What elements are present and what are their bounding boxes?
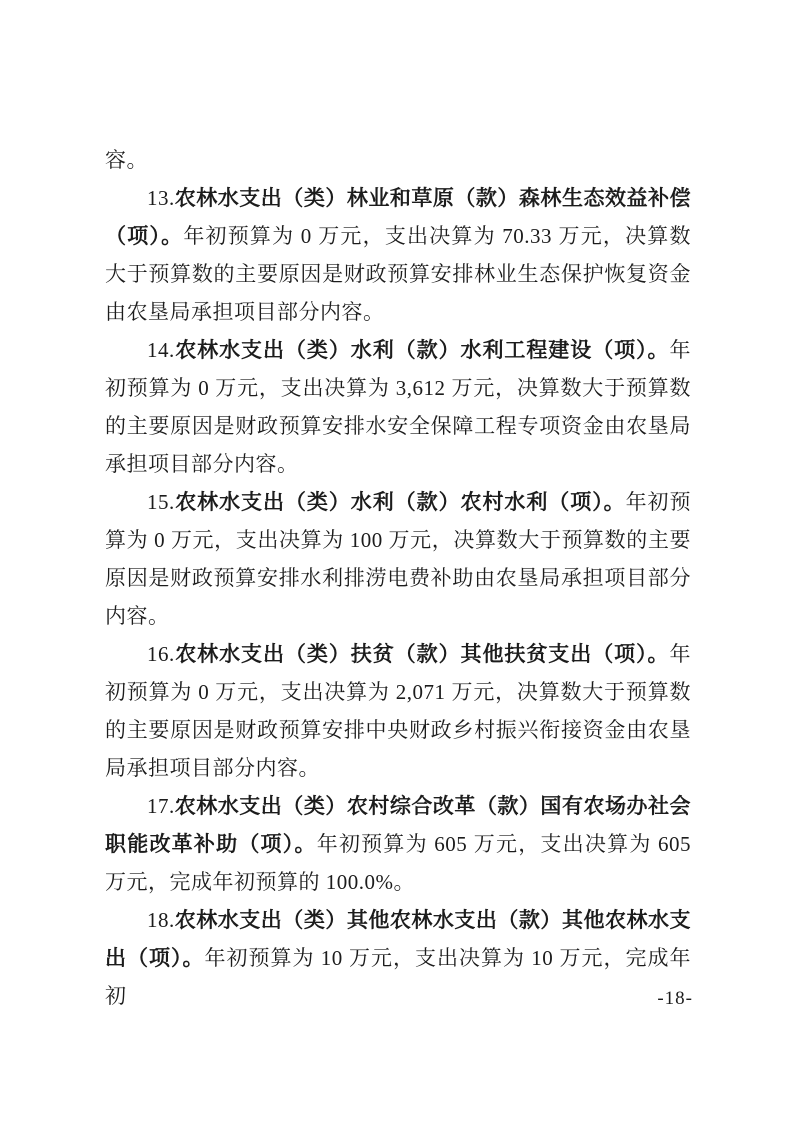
item-number: 17. — [147, 794, 175, 818]
item-title: 农林水支出（类）水利（款）农村水利（项）。 — [174, 490, 626, 514]
item-number: 14. — [147, 338, 175, 362]
item-body: 年初预算为 0 万元，支出决算为 2,071 万元，决算数大于预算数的主要原因是财政预算安排中央财政乡村振兴衔接资金由农垦局承担项目部分内容。 — [105, 642, 691, 780]
item-title: 农林水支出（类）林业和草原（款）森林生态效益补偿（项）。 — [105, 186, 691, 248]
budget-item-paragraph — [105, 787, 691, 901]
item-number: 13. — [147, 186, 175, 210]
item-title: 农林水支出（类）其他农林水支出（款）其他农林水支出（项）。 — [105, 908, 691, 970]
item-title: 农林水支出（类）扶贫（款）其他扶贫支出（项）。 — [174, 642, 670, 666]
budget-item-paragraph — [105, 331, 691, 483]
item-body: 年初预算为 0 万元，支出决算为 70.33 万元，决算数大于预算数的主要原因是财政预算安排林业生态保护恢复资金由农垦局承担项目部分内容。 — [105, 224, 692, 324]
budget-item-paragraph — [105, 483, 691, 635]
item-body: 年初预算为 605 万元，支出决算为 605 万元，完成年初预算的 100.0%。 — [105, 832, 692, 894]
page-number: -18- — [657, 988, 693, 1009]
item-body: 年初预算为 0 万元，支出决算为 3,612 万元，决算数大于预算数的主要原因是财政预算安排水安全保障工程专项资金由农垦局承担项目部分内容。 — [105, 338, 691, 476]
item-number: 15. — [147, 490, 175, 514]
item-title: 农林水支出（类）农村综合改革（款）国有农场办社会职能改革补助（项）。 — [105, 794, 691, 856]
budget-item-paragraph — [105, 635, 691, 787]
item-number: 16. — [147, 642, 175, 666]
item-title: 农林水支出（类）水利（款）水利工程建设（项）。 — [174, 338, 670, 362]
continuation-text: 容。 — [105, 148, 148, 172]
document-text-block — [105, 141, 691, 1015]
paragraph-list — [105, 179, 691, 1015]
item-number: 18. — [147, 908, 175, 932]
budget-item-paragraph — [105, 179, 691, 331]
item-body: 年初预算为 10 万元，支出决算为 10 万元，完成年初 — [105, 946, 691, 1008]
item-body: 年初预算为 0 万元，支出决算为 100 万元，决算数大于预算数的主要原因是财政预算安排水利排涝电费补助由农垦局承担项目部分内容。 — [105, 490, 692, 628]
